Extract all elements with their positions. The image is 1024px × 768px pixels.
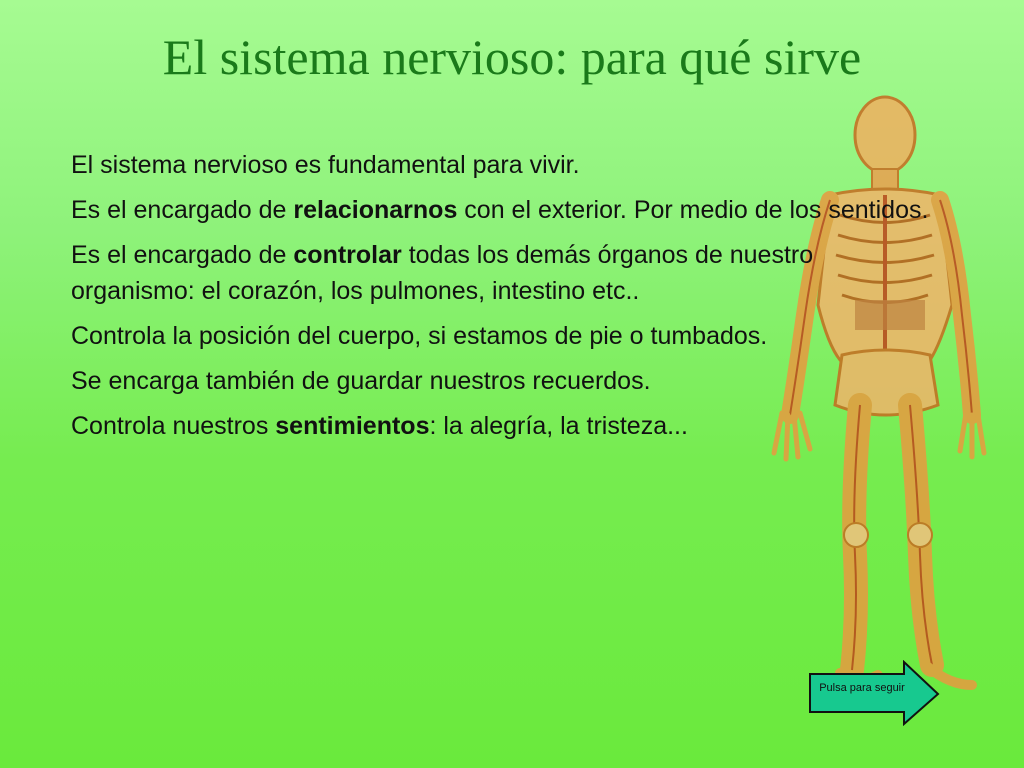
next-button-label: Pulsa para seguir: [819, 682, 905, 694]
paragraph-5: Se encarga también de guardar nuestros recuerdos.: [71, 367, 651, 395]
paragraph-2: Es el encargado de relacionarnos con el exterior. Por medio de los sentidos.: [71, 196, 929, 224]
paragraph-3: Es el encargado de controlar todas los demás órganos de nuestro organismo: el corazón, los pulmones, intestino etc..: [71, 241, 814, 305]
slide-body: [71, 147, 931, 453]
keyword-sentimientos: sentimientos: [275, 412, 430, 440]
paragraph-1: El sistema nervioso es fundamental para vivir.: [71, 151, 580, 179]
keyword-relacionarnos: relacionarnos: [293, 196, 458, 224]
next-button[interactable]: [808, 660, 940, 726]
paragraph-6: Controla nuestros sentimientos: la alegría, la tristeza...: [71, 412, 688, 440]
paragraph-4: Controla la posición del cuerpo, si estamos de pie o tumbados.: [71, 322, 768, 350]
keyword-controlar: controlar: [293, 241, 402, 269]
slide-title: El sistema nervioso: para qué sirve: [162, 29, 862, 85]
